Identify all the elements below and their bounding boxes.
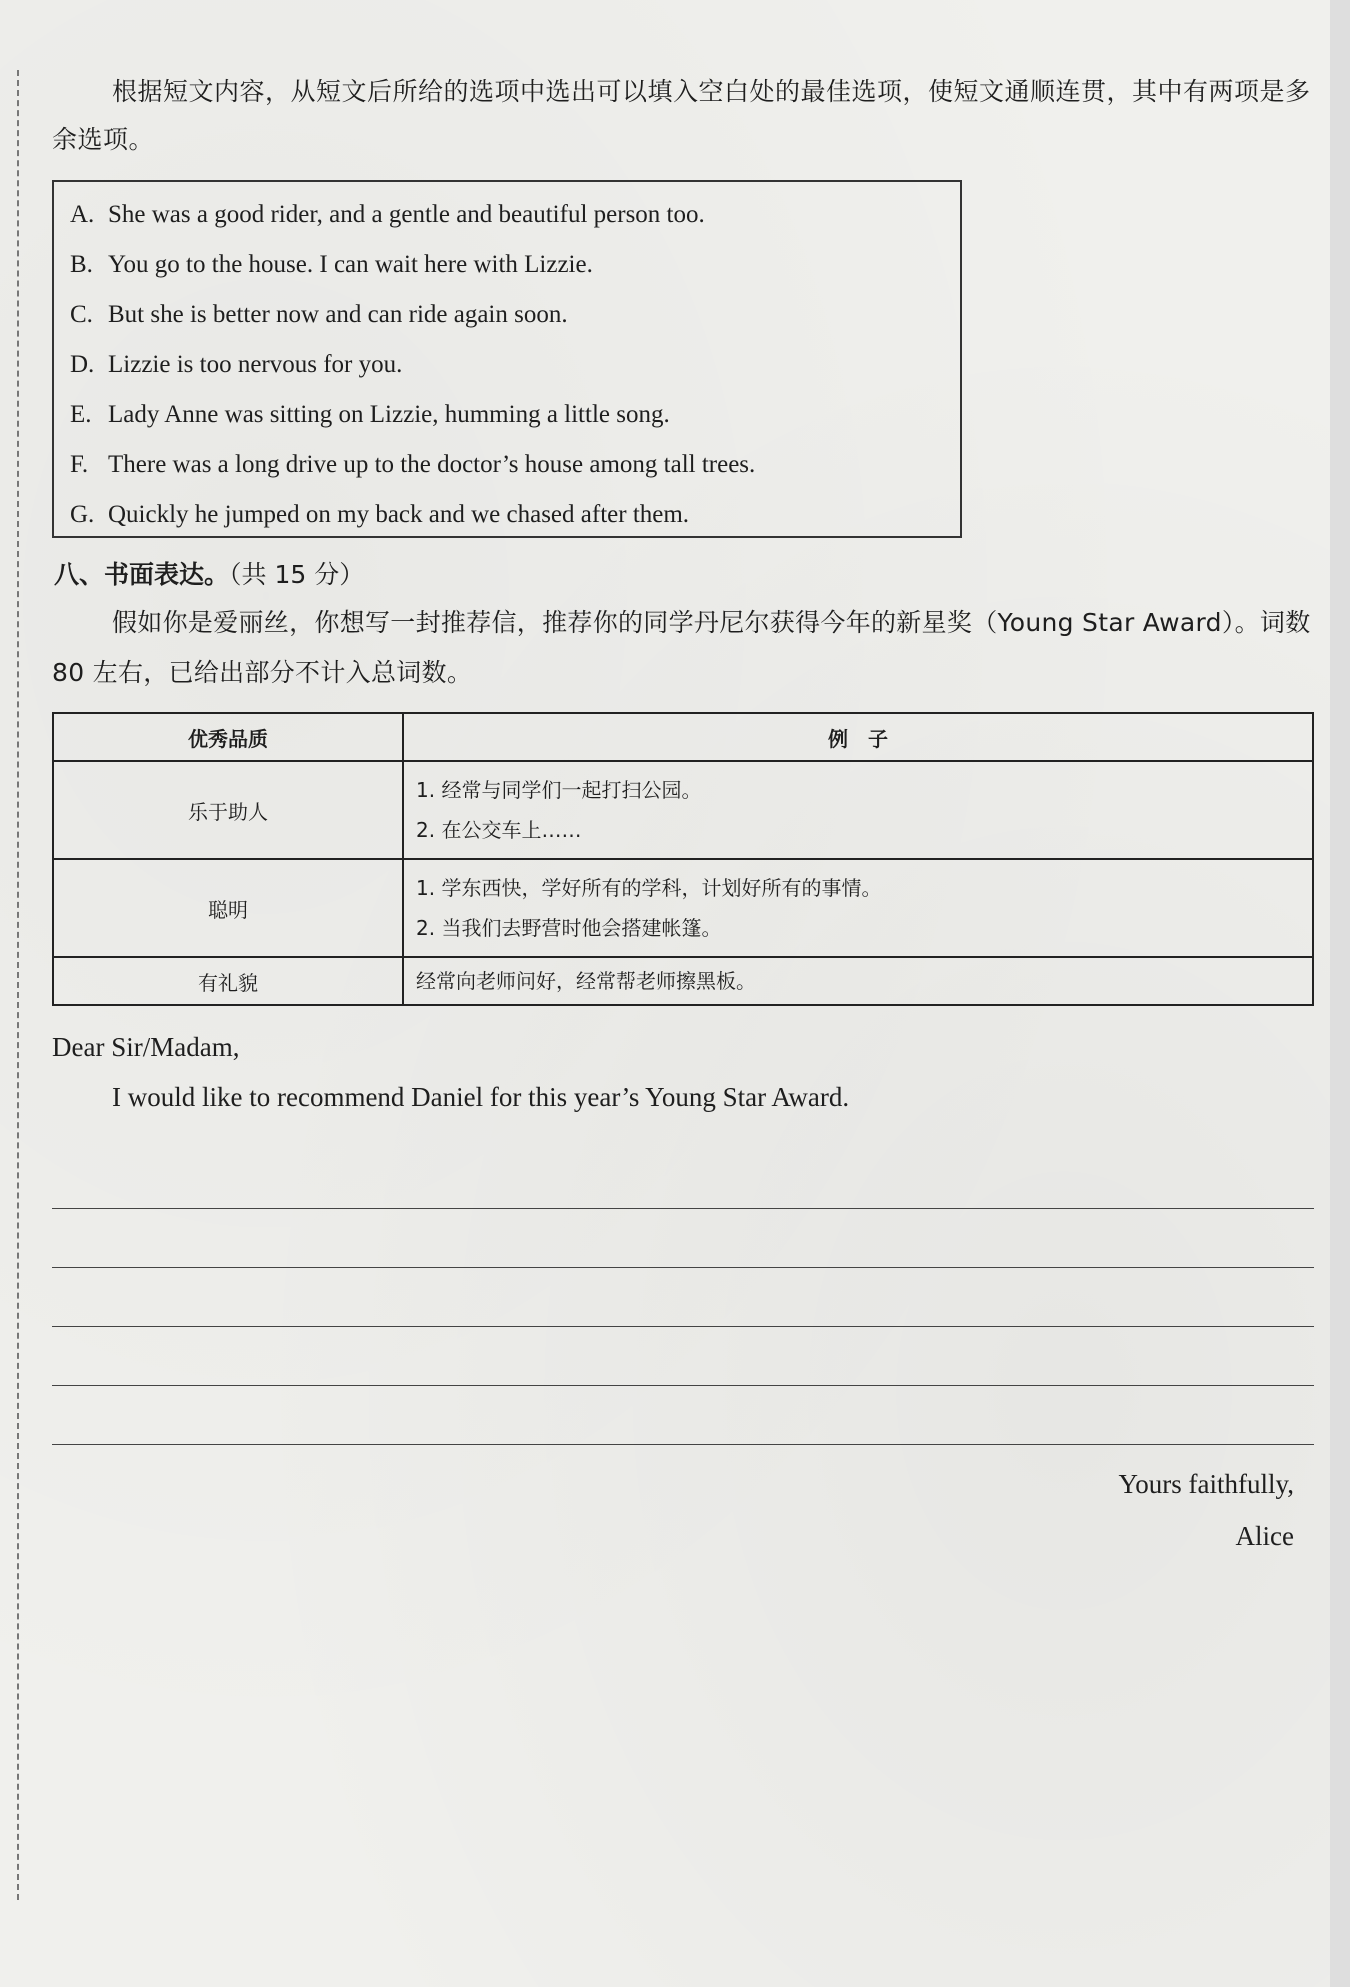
- letter-closing: [1118, 1458, 1294, 1562]
- examples-cell: [403, 859, 1313, 957]
- option-f: [70, 440, 960, 490]
- option-letter: B.: [70, 251, 93, 278]
- requirements-table: [52, 712, 1314, 1006]
- letter-first-line: I would like to recommend Daniel for this year’s Young Star Award.: [112, 1082, 850, 1112]
- quality-cell: 聪明: [53, 859, 403, 957]
- option-text: Quickly he jumped on my back and we chased after them.: [108, 501, 690, 528]
- answer-line[interactable]: [52, 1209, 1314, 1268]
- examples-cell: [403, 761, 1313, 859]
- option-letter: E.: [70, 401, 92, 428]
- option-c: [70, 290, 960, 340]
- signature: Alice: [1235, 1521, 1294, 1551]
- section-title: 八、书面表达。: [54, 560, 230, 589]
- example-line: 2. 当我们去野营时他会搭建帐篷。: [416, 916, 722, 940]
- option-letter: F.: [70, 451, 89, 478]
- option-d: [70, 340, 960, 390]
- quality-cell: 乐于助人: [53, 761, 403, 859]
- answer-line[interactable]: [52, 1150, 1314, 1209]
- option-b: [70, 240, 960, 290]
- option-text: But she is better now and can ride again soon.: [108, 301, 568, 328]
- table-row: [53, 957, 1313, 1005]
- table-header-row: [53, 713, 1313, 761]
- section-score: （共 15 分）: [229, 560, 365, 589]
- header-quality: 优秀品质: [53, 713, 403, 761]
- writing-task: 假如你是爱丽丝，你想写一封推荐信，推荐你的同学丹尼尔获得今年的新星奖（Young Star Award）。词数 80 左右，已给出部分不计入总词数。: [52, 608, 1311, 687]
- example-line: 经常向老师问好，经常帮老师擦黑板。: [416, 969, 756, 993]
- quality-cell: 有礼貌: [53, 957, 403, 1005]
- option-a: [70, 190, 960, 240]
- letter-opening: [52, 1022, 1314, 1122]
- reading-instructions: 根据短文内容，从短文后所给的选项中选出可以填入空白处的最佳选项，使短文通顺连贯，其中有两项是多余选项。: [52, 77, 1311, 154]
- options-box: [52, 180, 962, 538]
- option-letter: A.: [70, 201, 95, 228]
- option-text: Lady Anne was sitting on Lizzie, humming a little song.: [108, 401, 670, 428]
- salutation: Dear Sir/Madam,: [52, 1032, 240, 1062]
- scan-edge: [1330, 0, 1350, 1987]
- examples-cell: [403, 957, 1313, 1005]
- option-g: [70, 490, 960, 540]
- option-letter: C.: [70, 301, 93, 328]
- example-line: 2. 在公交车上……: [416, 818, 582, 842]
- option-letter: D.: [70, 351, 95, 378]
- writing-lines: [52, 1150, 1314, 1445]
- option-text: You go to the house. I can wait here with Lizzie.: [108, 251, 593, 278]
- option-text: Lizzie is too nervous for you.: [108, 351, 403, 378]
- answer-line[interactable]: [52, 1268, 1314, 1327]
- option-letter: G.: [70, 501, 95, 528]
- answer-line[interactable]: [52, 1386, 1314, 1445]
- binding-margin-line: [17, 70, 19, 1900]
- example-line: 1. 经常与同学们一起打扫公园。: [416, 778, 702, 802]
- table-row: [53, 859, 1313, 957]
- answer-line[interactable]: [52, 1327, 1314, 1386]
- section-heading: [54, 555, 364, 595]
- option-e: [70, 390, 960, 440]
- option-text: There was a long drive up to the doctor’s house among tall trees.: [108, 451, 756, 478]
- header-examples: 例 子: [403, 713, 1313, 761]
- closing-phrase: Yours faithfully,: [1118, 1469, 1294, 1499]
- option-text: She was a good rider, and a gentle and beautiful person too.: [108, 201, 705, 228]
- table-row: [53, 761, 1313, 859]
- example-line: 1. 学东西快，学好所有的学科，计划好所有的事情。: [416, 876, 882, 900]
